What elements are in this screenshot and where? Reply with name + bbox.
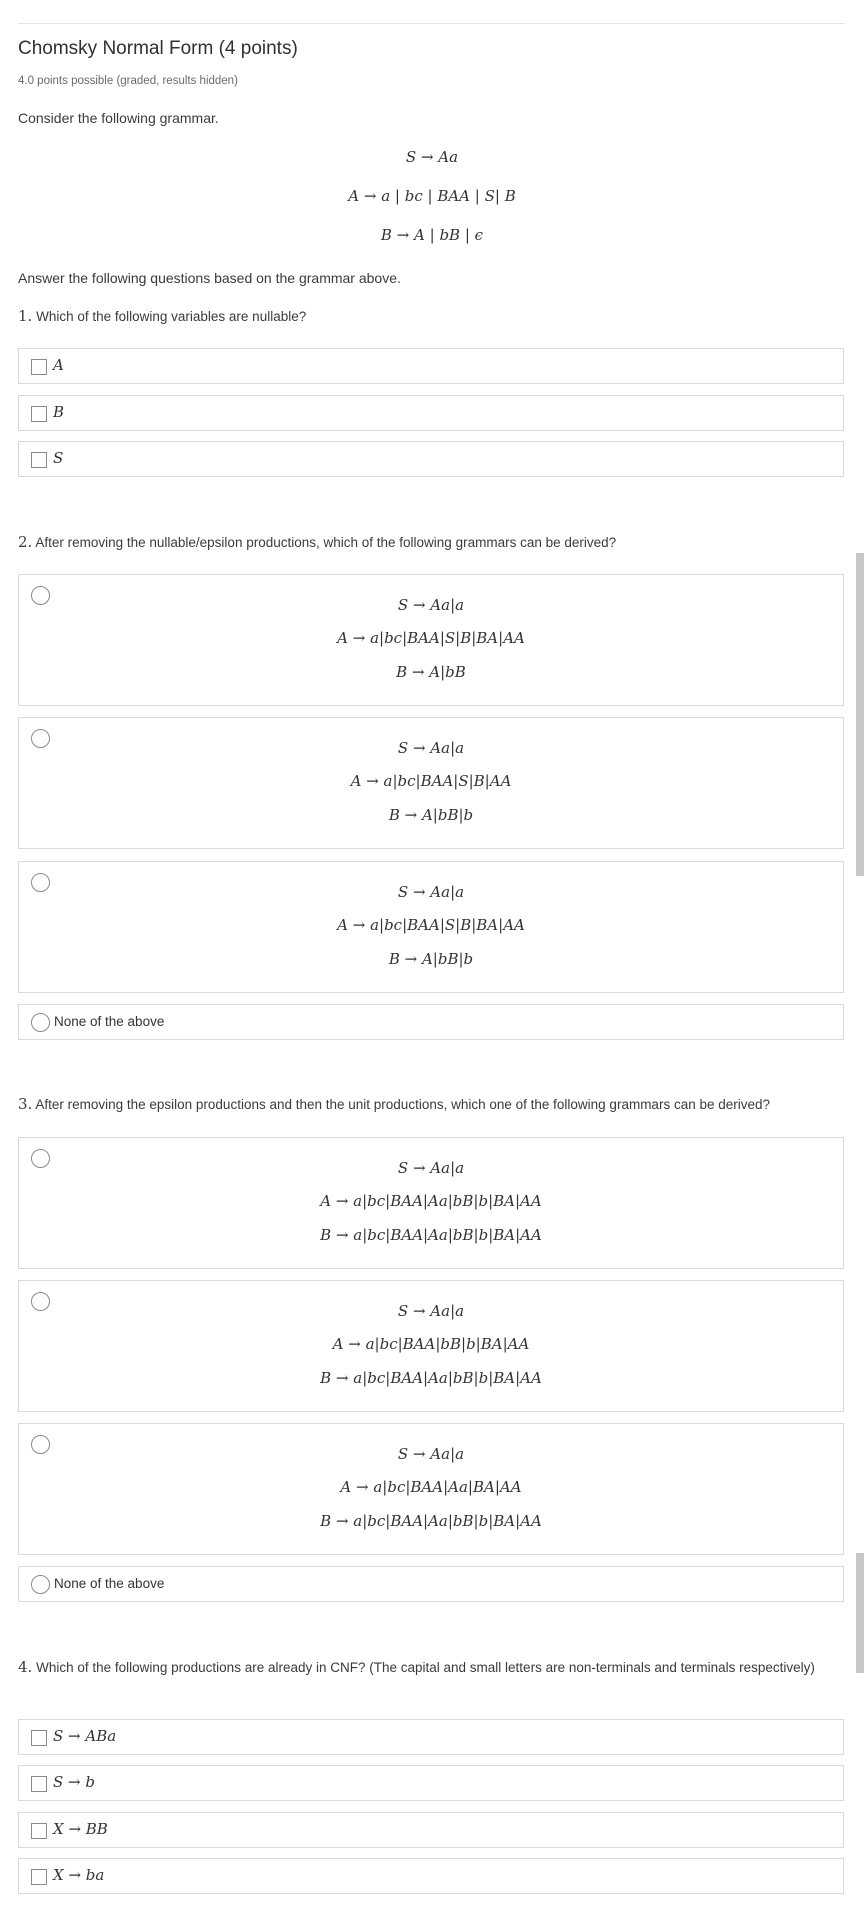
instructions-text: Answer the following questions based on the grammar above. — [18, 270, 401, 286]
problem-title: Chomsky Normal Form (4 points) — [18, 38, 298, 59]
question-4-text — [18, 1658, 824, 1677]
q2-option-none[interactable] — [18, 1004, 844, 1040]
radio-button[interactable] — [31, 1575, 50, 1594]
grammar-line: B → a|bc|BAA|Aa|bB|b|BA|AA — [320, 1369, 542, 1387]
grammar-line: B → A|bB|b — [388, 950, 474, 968]
grammar-line: A → a|bc|BAA|S|B|BA|AA — [337, 916, 525, 934]
q4-option-4[interactable] — [18, 1858, 844, 1894]
q4-option-2[interactable] — [18, 1765, 844, 1801]
grammar-line: A → a|bc|BAA|bB|b|BA|AA — [332, 1335, 530, 1353]
grammar-line: B → a|bc|BAA|Aa|bB|b|BA|AA — [320, 1226, 542, 1244]
question-prompt: Which of the following productions are already in CNF? (The capital and small letters are non-terminals and terminals respectively) — [36, 1660, 815, 1675]
grammar-line: S → Aa|a — [397, 1302, 465, 1320]
q3-option-3[interactable] — [18, 1423, 844, 1555]
grammar-line: S → Aa|a — [397, 883, 465, 901]
question-2-text — [18, 533, 824, 552]
scrollbar-thumb[interactable] — [856, 553, 864, 876]
grammar-line: S → Aa|a — [397, 1159, 465, 1177]
grammar-line: A → a|bc|BAA|S|B|BA|AA — [337, 629, 525, 647]
option-label: A — [53, 356, 64, 374]
question-3-text — [18, 1095, 824, 1114]
intro-text: Consider the following grammar. — [18, 110, 219, 126]
grammar-line: S → Aa|a — [397, 1445, 465, 1463]
q3-option-1[interactable] — [18, 1137, 844, 1269]
question-number: 4. — [18, 1658, 33, 1676]
q2-option-1[interactable] — [18, 574, 844, 706]
grammar-line: S → Aa|a — [397, 739, 465, 757]
checkbox[interactable] — [31, 1776, 47, 1792]
question-prompt: After removing the nullable/epsilon productions, which of the following grammars can be derived? — [35, 535, 617, 550]
question-prompt: After removing the epsilon productions and then the unit productions, which one of the following grammars can be derived? — [35, 1097, 771, 1112]
top-divider — [18, 23, 845, 24]
option-label: X → BB — [53, 1820, 108, 1838]
question-prompt: Which of the following variables are nullable? — [36, 309, 307, 324]
q3-option-2[interactable] — [18, 1280, 844, 1412]
option-label: S — [53, 449, 64, 467]
grammar-line: S → Aa — [405, 148, 459, 166]
radio-button[interactable] — [31, 1013, 50, 1032]
question-number: 1. — [18, 307, 33, 325]
option-label: None of the above — [54, 1576, 165, 1591]
checkbox[interactable] — [31, 452, 47, 468]
checkbox[interactable] — [31, 1730, 47, 1746]
grammar-line: S → Aa|a — [397, 596, 465, 614]
q2-option-2[interactable] — [18, 717, 844, 849]
question-number: 2. — [18, 533, 33, 551]
q4-option-1[interactable] — [18, 1719, 844, 1755]
q1-option-a[interactable] — [18, 348, 844, 384]
grammar-line: B → A | bB | ϵ — [380, 226, 484, 244]
scrollbar-thumb-secondary[interactable] — [856, 1553, 864, 1673]
grammar-line: B → A|bB — [396, 663, 466, 681]
points-info: 4.0 points possible (graded, results hidden) — [18, 75, 238, 87]
q1-option-s[interactable] — [18, 441, 844, 477]
grammar-line: A → a | bc | BAA | S| B — [348, 187, 516, 205]
question-number: 3. — [18, 1095, 33, 1113]
option-label: S → ABa — [53, 1727, 117, 1745]
q1-option-b[interactable] — [18, 395, 844, 431]
q4-option-3[interactable] — [18, 1812, 844, 1848]
checkbox[interactable] — [31, 1823, 47, 1839]
option-label: S → b — [53, 1773, 95, 1791]
q3-option-none[interactable] — [18, 1566, 844, 1602]
option-label: B — [53, 403, 65, 421]
option-label: None of the above — [54, 1014, 165, 1029]
grammar-line: B → A|bB|b — [388, 806, 474, 824]
grammar-line: A → a|bc|BAA|Aa|BA|AA — [340, 1478, 522, 1496]
option-label: X → ba — [53, 1866, 105, 1884]
grammar-line: A → a|bc|BAA|S|B|AA — [350, 772, 512, 790]
question-1-text — [18, 307, 824, 326]
grammar-line: B → a|bc|BAA|Aa|bB|b|BA|AA — [320, 1512, 542, 1530]
checkbox[interactable] — [31, 1869, 47, 1885]
q2-option-3[interactable] — [18, 861, 844, 993]
checkbox[interactable] — [31, 359, 47, 375]
checkbox[interactable] — [31, 406, 47, 422]
grammar-line: A → a|bc|BAA|Aa|bB|b|BA|AA — [320, 1192, 542, 1210]
